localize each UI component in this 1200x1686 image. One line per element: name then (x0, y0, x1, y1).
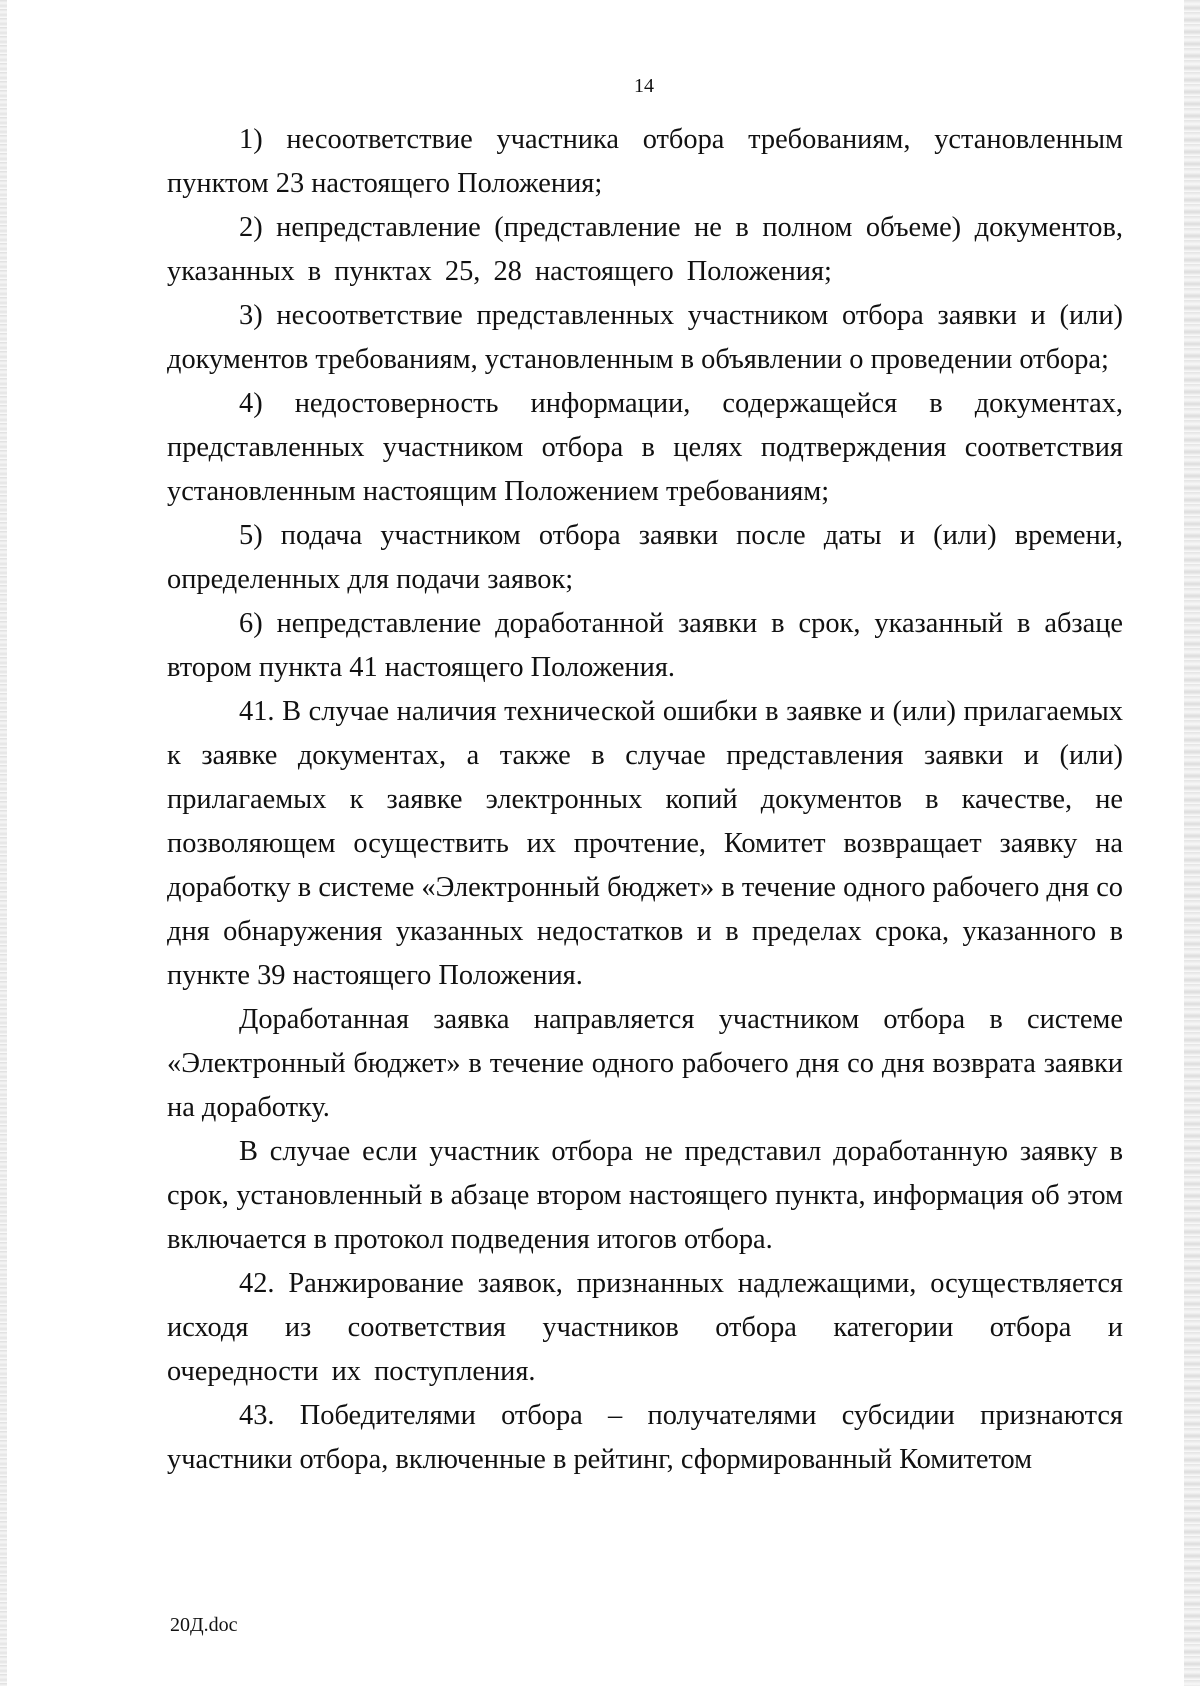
page-number: 14 (634, 75, 654, 97)
clause-41-paragraph-3: В случае если участник отбора не представил доработанную заявку в срок, установленный в абзаце втором настоящего пункта, информация об этом включается в протокол подведения итогов отбора. (167, 1136, 1123, 1255)
list-item-2: 2) непредставление (представление не в полном объеме) документов, указанных в пунктах 25, 28 настоящего Положения; (167, 212, 1123, 287)
list-item-1: 1) несоответствие участника отбора требованиям, установленным пунктом 23 настоящего Положения; (167, 124, 1123, 199)
footer-filename: 20Д.doc (170, 1614, 238, 1636)
clause-41-paragraph-2: Доработанная заявка направляется участником отбора в системе «Электронный бюджет» в течение одного рабочего дня со дня возврата заявки на доработку. (167, 1004, 1123, 1123)
list-item-4: 4) недостоверность информации, содержащейся в документах, представленных участником отбора в целях подтверждения соответствия установленным настоящим Положением требованиям; (167, 388, 1123, 507)
list-item-6: 6) непредставление доработанной заявки в срок, указанный в абзаце втором пункта 41 настоящего Положения. (167, 608, 1123, 683)
scan-edge-left (0, 0, 7, 1686)
clause-43: 43. Победителями отбора – получателями субсидии признаются участники отбора, включенные в рейтинг, сформированный Комитетом (167, 1400, 1123, 1475)
scan-edge-right (1184, 0, 1200, 1686)
list-item-5: 5) подача участником отбора заявки после даты и (или) времени, определенных для подачи заявок; (167, 520, 1123, 595)
document-body (167, 118, 1123, 1482)
clause-42: 42. Ранжирование заявок, признанных надлежащими, осуществляется исходя из соответствия участников отбора категории отбора и очередности их поступления. (167, 1268, 1123, 1387)
clause-41: 41. В случае наличия технической ошибки в заявке и (или) прилагаемых к заявке документах, а также в случае представления заявки и (или) прилагаемых к заявке электронных копий документов в качестве, не позволяющем осуществить их прочтение, Комитет возвращает заявку на доработку в системе «Электронный бюджет» в течение одного рабочего дня со дня обнаружения указанных недостатков и в пределах срока, указанного в пункте 39 настоящего Положения. (167, 696, 1123, 991)
list-item-3: 3) несоответствие представленных участником отбора заявки и (или) документов требованиям, установленным в объявлении о проведении отбора; (167, 300, 1123, 375)
